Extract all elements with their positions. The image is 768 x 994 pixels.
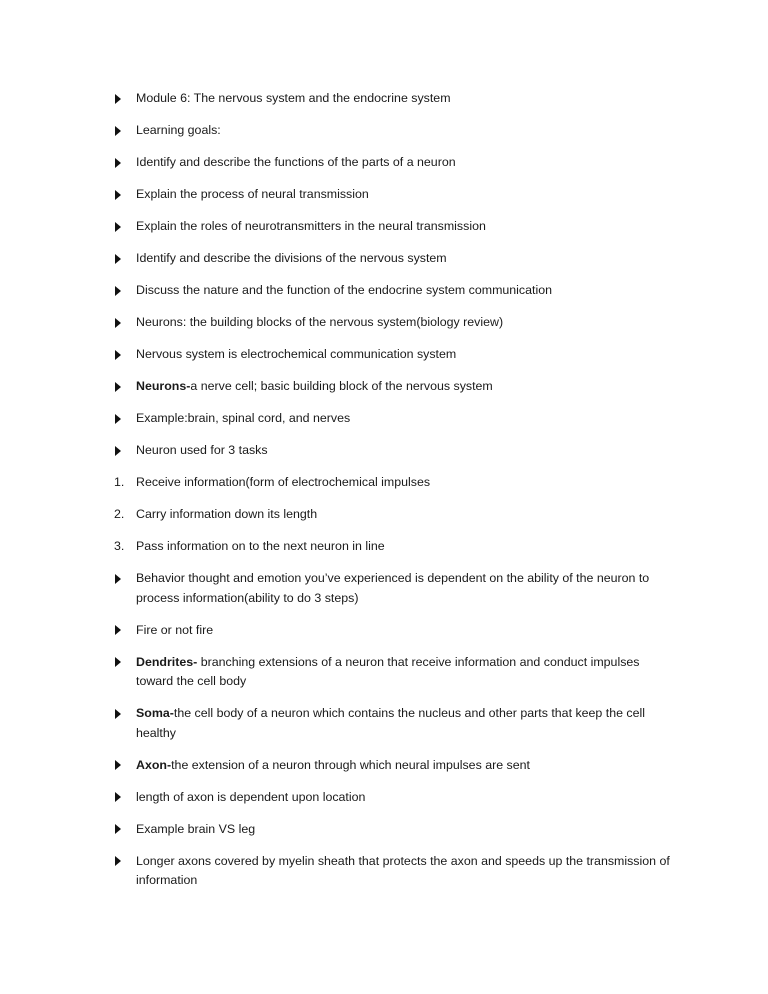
bullet-triangle-icon: [114, 217, 136, 237]
item-text: Example:brain, spinal cord, and nerves: [136, 411, 351, 425]
bullet-triangle-icon: [114, 621, 136, 641]
item-text: Receive information(form of electrochemical impulses: [136, 475, 431, 489]
item-text: [136, 653, 674, 692]
item-number: 3.: [114, 539, 125, 553]
item-text: Carry information down its length: [136, 507, 318, 521]
bullet-triangle-icon: [114, 345, 136, 365]
item-text: [136, 756, 674, 776]
list-item: [114, 621, 674, 641]
item-text: Identify and describe the functions of the parts of a neuron: [136, 155, 456, 169]
term-label: Dendrites-: [136, 654, 198, 669]
list-item: [114, 345, 674, 365]
item-text: Neuron used for 3 tasks: [136, 443, 268, 457]
item-text: Explain the roles of neurotransmitters in the neural transmission: [136, 219, 486, 233]
term-label: Soma-: [136, 706, 174, 720]
notes-list: [114, 89, 674, 903]
list-item: [114, 441, 674, 461]
list-item: [114, 217, 674, 237]
list-item: [114, 313, 674, 333]
bullet-triangle-icon: [114, 89, 136, 109]
bullet-triangle-icon: [114, 121, 136, 141]
item-text: Longer axons covered by myelin sheath that protects the axon and speeds up the transmission of information: [136, 853, 670, 887]
list-item: [114, 820, 674, 840]
bullet-triangle-icon: [114, 313, 136, 333]
bullet-triangle-icon: [114, 653, 136, 673]
item-number: 2.: [114, 507, 125, 521]
bullet-triangle-icon: [114, 704, 136, 724]
list-item: [114, 409, 674, 429]
numbered-item: [114, 537, 674, 557]
list-item: [114, 852, 674, 891]
list-item: [114, 653, 674, 692]
item-text: Explain the process of neural transmission: [136, 187, 369, 201]
list-item: [114, 788, 674, 808]
term-label: Axon-: [136, 757, 172, 772]
item-text: Nervous system is electrochemical communication system: [136, 347, 457, 361]
item-text: Learning goals:: [136, 123, 221, 137]
bullet-triangle-icon: [114, 756, 136, 776]
list-item: [114, 153, 674, 173]
item-text: Module 6: The nervous system and the endocrine system: [136, 91, 451, 105]
bullet-triangle-icon: [114, 249, 136, 269]
list-item: [114, 185, 674, 205]
item-text: Pass information on to the next neuron in line: [136, 539, 385, 553]
bullet-triangle-icon: [114, 569, 136, 589]
item-number: 1.: [114, 475, 125, 489]
list-item: [114, 756, 674, 776]
list-item: [114, 121, 674, 141]
term-definition: a nerve cell; basic building block of the nervous system: [190, 379, 493, 393]
bullet-triangle-icon: [114, 820, 136, 840]
bullet-triangle-icon: [114, 441, 136, 461]
item-text: Example brain VS leg: [136, 821, 256, 836]
item-text: Neurons: the building blocks of the nervous system(biology review): [136, 315, 504, 329]
list-item: [114, 569, 674, 608]
item-text: Identify and describe the divisions of the nervous system: [136, 251, 447, 265]
term-definition: the cell body of a neuron which contains the nucleus and other parts that keep the cell healthy: [136, 706, 646, 740]
bullet-triangle-icon: [114, 281, 136, 301]
list-item: [114, 89, 674, 109]
bullet-triangle-icon: [114, 153, 136, 173]
bullet-triangle-icon: [114, 377, 136, 397]
item-text: Fire or not fire: [136, 622, 214, 637]
bullet-triangle-icon: [114, 185, 136, 205]
numbered-item: [114, 473, 674, 493]
item-text: Behavior thought and emotion you’ve experienced is dependent on the ability of the neuron to process information(ability to do 3 steps): [136, 571, 650, 605]
term-definition: branching extensions of a neuron that receive information and conduct impulses toward the cell body: [136, 654, 640, 688]
bullet-triangle-icon: [114, 852, 136, 872]
bullet-triangle-icon: [114, 788, 136, 808]
list-item: [114, 704, 674, 743]
item-text: [136, 704, 674, 743]
bullet-triangle-icon: [114, 409, 136, 429]
item-text: Discuss the nature and the function of the endocrine system communication: [136, 283, 552, 297]
term-label: Neurons-: [136, 379, 191, 393]
item-text: [136, 377, 674, 397]
list-item: [114, 377, 674, 397]
numbered-item: [114, 505, 674, 525]
list-item: [114, 281, 674, 301]
list-item: [114, 249, 674, 269]
term-definition: the extension of a neuron through which neural impulses are sent: [171, 757, 530, 772]
item-text: length of axon is dependent upon location: [136, 789, 366, 804]
